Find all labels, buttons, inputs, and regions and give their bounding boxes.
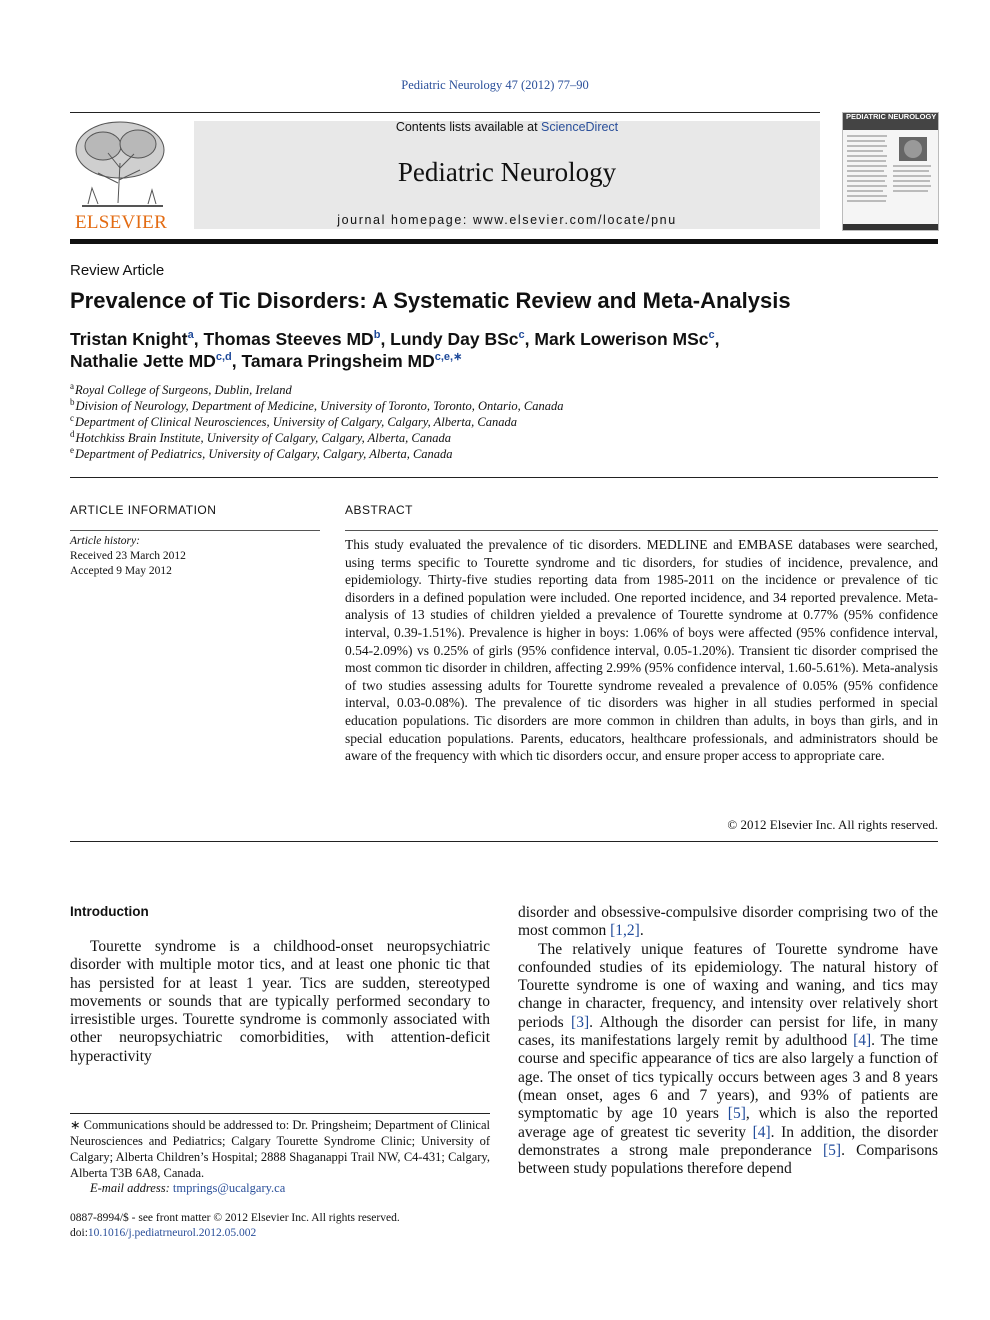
body-left-column: Tourette syndrome is a childhood-onset neuropsychiatric disorder with multiple motor tics, and at least one phonic tic that has persisted for at least 1 year. Tics are sudden, stereotyped movements or sounds that are typically performed secondary to irresistible urges. Tourette syndrome is commonly associated with other neuropsychiatric comorbidities, with attention-deficit hyperactivity	[70, 938, 490, 1065]
body-paragraph: The relatively unique features of Tourette syndrome have confounded studies of its epidemiology. The natural history of Tourette syndrome is one of waxing and waning, and tics may change in character, frequency, and intensity over relatively short periods [3]. Although the disorder can persist for life, in many cases, its manifestations largely remit by adulthood [4]. The time course and specific appearance of tics are also largely a function of age. The onset of tics typically occurs between ages 3 and 8 years (mean onset, ages 6 and 7 years), and 93% of patients are symptomatic by age 10 years [5], which is also the reported average age of greatest tic severity [4]. In addition, the disorder demonstrates a strong male preponderance [5]. Comparisons between study populations therefore depend	[518, 940, 938, 1178]
elsevier-wordmark: ELSEVIER	[74, 212, 168, 233]
correspondence-footnote: ∗ Communications should be addressed to: Dr. Pringsheim; Department of Clinical Neurosciences and Pediatrics; Calgary Tourette Syndrome Clinic; University of Calgary; Alberta Children’s Hospital; 2888 Shaganappi Trail NW, C4-431; Calgary, Alberta T3B 6A8, Canada.	[70, 1118, 490, 1180]
journal-cover-thumbnail[interactable]	[842, 112, 939, 231]
journal-citation[interactable]: Pediatric Neurology 47 (2012) 77–90	[401, 78, 589, 92]
received-date: Received 23 March 2012	[70, 550, 186, 562]
affiliation-list	[70, 382, 940, 462]
front-matter-line: 0887-8994/$ - see front matter © 2012 Elsevier Inc. All rights reserved.	[70, 1212, 400, 1224]
sciencedirect-link[interactable]: ScienceDirect	[541, 120, 619, 134]
section-rule	[70, 477, 938, 478]
section-rule	[70, 841, 938, 842]
affiliation-item: $^c$Department of Clinical Neurosciences, University of Calgary, Calgary, Alberta, Canada	[70, 412, 517, 429]
author[interactable]: Lundy Day BSc$^c$	[390, 329, 525, 349]
reference-link[interactable]: [4]	[853, 1032, 872, 1050]
contents-availability	[194, 120, 820, 134]
article-type: Review Article	[70, 262, 165, 279]
email-line	[90, 1181, 285, 1196]
abstract-heading: ABSTRACT	[345, 503, 414, 517]
author-affiliation-marker[interactable]: c	[518, 329, 525, 342]
author[interactable]: Nathalie Jette MD$^{c,d}$	[70, 351, 232, 371]
elsevier-tree-icon	[68, 118, 173, 213]
cover-footer-bar	[843, 224, 938, 230]
abstract-copyright: © 2012 Elsevier Inc. All rights reserved.	[727, 817, 938, 832]
affiliation-item: $^e$Department of Pediatrics, University of Calgary, Calgary, Alberta, Canada	[70, 444, 453, 461]
header-thick-rule	[70, 239, 938, 244]
author-affiliation-marker[interactable]: c	[708, 329, 715, 342]
abstract-text: This study evaluated the prevalence of tic disorders. MEDLINE and EMBASE databases were searched, using terms specific to Tourette syndrome and tic disorders, for studies of incidence, prevalence, and epidemiology. Thirty-five studies reporting data from 1985-2011 on the incidence or prevalence of tic disorders in a defined population were included. One reported incidence, and 34 reported prevalence. Meta-analysis of 13 studies of children yielded a prevalence of Tourette syndrome at 0.77% (95% confidence interval, 0.39-1.51%). Prevalence is higher in boys: 1.06% of boys were affected (95% confidence interval, 0.54-2.09%) vs 0.25% of girls (95% confidence interval, 0.05-1.20%). Transient tic disorder comprised the most common tic disorder in children, affecting 2.99% (95% confidence interval, 1.60-5.61%). Meta-analysis of two studies assessing adults for Tourette syndrome revealed a prevalence of 0.05% (95% confidence interval, 0.03-0.08%). The prevalence of tic disorders was higher in all studies performed in special education populations. Tic disorders are more common in children than adults, in boys than girls, and in special education populations. Parents, educators, healthcare professionals, and administrators should be aware of the frequency with which tic disorders occur, and ensure proper access to appropriate care.	[345, 537, 938, 764]
email-label: E-mail address:	[90, 1181, 173, 1195]
doi-line: doi:10.1016/j.pediatrneurol.2012.05.002	[70, 1227, 257, 1239]
reference-link[interactable]: [5]	[727, 1105, 746, 1123]
issn-block	[70, 1211, 400, 1241]
reference-link[interactable]: [1,2]	[610, 922, 640, 940]
affiliation-item: $^b$Division of Neurology, Department of Medicine, University of Toronto, Toronto, Ontario, Canada	[70, 396, 564, 413]
reference-link[interactable]: [4]	[752, 1123, 771, 1141]
journal-homepage-link[interactable]: journal homepage: www.elsevier.com/locate/pnu	[337, 213, 677, 227]
abstract-rule	[345, 530, 938, 531]
history-label: Article history:	[70, 535, 140, 547]
header-rule	[70, 112, 820, 113]
body-right-column	[518, 904, 938, 1178]
affiliation-item: $^d$Hotchkiss Brain Institute, University of Calgary, Calgary, Alberta, Canada	[70, 428, 451, 445]
cover-contents-icon	[847, 135, 933, 219]
article-title: Prevalence of Tic Disorders: A Systematic Review and Meta-Analysis	[70, 288, 791, 313]
author[interactable]: Tristan Knight$^a$	[70, 329, 194, 349]
accepted-date: Accepted 9 May 2012	[70, 565, 172, 577]
cover-title: PEDIATRIC NEUROLOGY	[843, 113, 938, 130]
author-affiliation-marker[interactable]: b	[373, 329, 381, 342]
body-paragraph: disorder and obsessive-compulsive disorder comprising two of the most common [1,2].	[518, 904, 938, 940]
article-info-heading: ARTICLE INFORMATION	[70, 503, 217, 517]
introduction-heading: Introduction	[70, 904, 149, 919]
article-info-rule	[70, 530, 320, 531]
author-affiliation-marker[interactable]: c,e,∗	[434, 351, 463, 364]
author[interactable]: Thomas Steeves $MD^b$	[203, 329, 381, 349]
doi-link[interactable]: 10.1016/j.pediatrneurol.2012.05.002	[87, 1227, 257, 1239]
footnote-rule	[70, 1113, 490, 1114]
journal-name: Pediatric Neurology	[397, 157, 617, 187]
author[interactable]: Tamara Pringsheim $MD^{c,e,∗}$	[241, 351, 463, 371]
contents-prefix: Contents lists available at	[395, 120, 542, 134]
author[interactable]: Mark Lowerison MSc$^c$	[534, 329, 715, 349]
reference-link[interactable]: [3]	[571, 1013, 590, 1031]
author-list: Tristan Knight$^a$, Thomas Steeves $MD^b$, Lundy Day BSc$^c$, Mark Lowerison MSc$^c$, Nathalie Jette MD$^{c,d}$, Tamara Pringsheim $MD^{c,e,∗}$	[70, 329, 720, 371]
reference-link[interactable]: [5]	[822, 1141, 842, 1159]
affiliation-item: $^a$Royal College of Surgeons, Dublin, Ireland	[70, 380, 292, 397]
author-affiliation-marker[interactable]: a	[187, 329, 194, 342]
article-history	[70, 534, 320, 579]
email-link[interactable]: tmprings@ucalgary.ca	[172, 1181, 286, 1195]
author-affiliation-marker[interactable]: c,d	[215, 351, 232, 364]
